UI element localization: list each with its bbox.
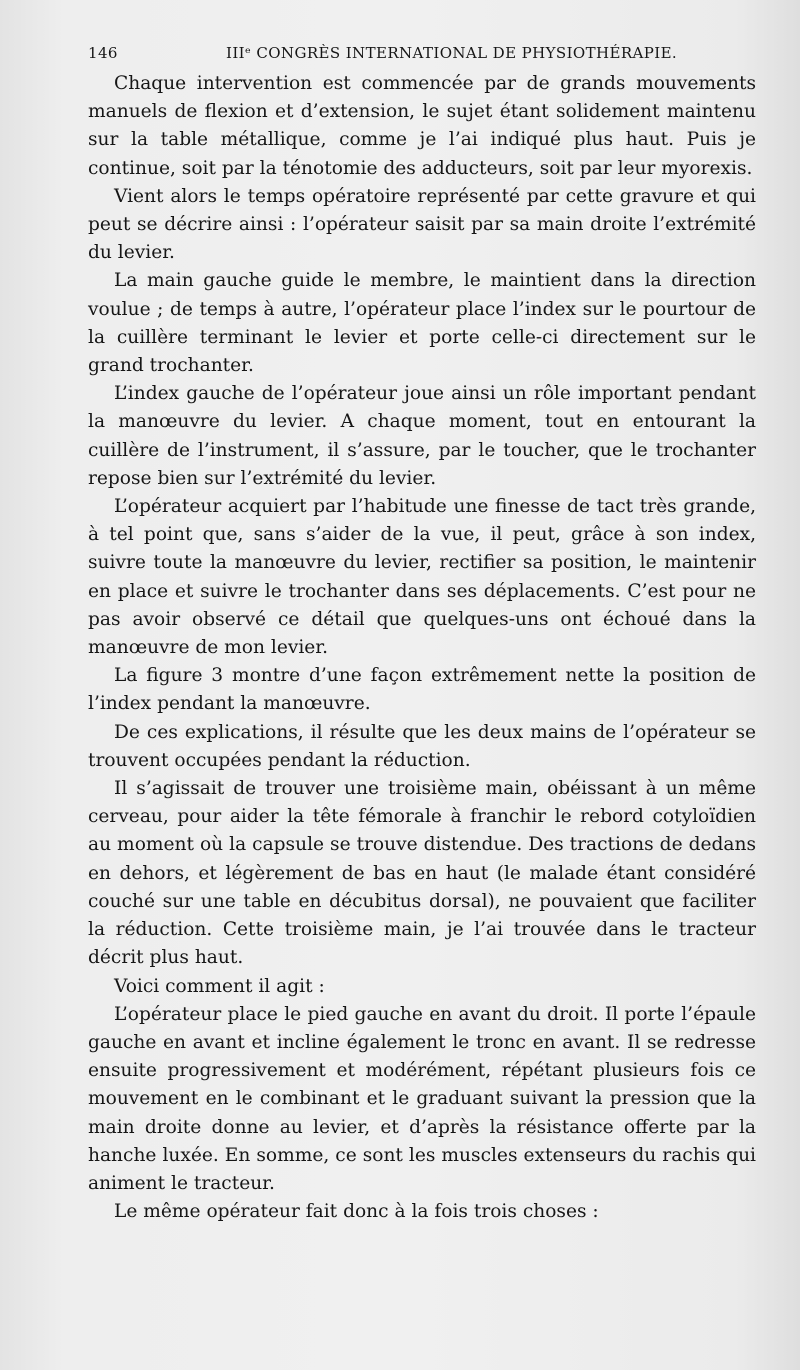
- running-title: IIIᵉ CONGRÈS INTERNATIONAL DE PHYSIOTHÉRAPIE.: [226, 44, 678, 62]
- paragraph: De ces explications, il résulte que les deux mains de l’opérateur se trouvent occupées pendant la réduction.: [88, 721, 756, 771]
- paragraph: L’opérateur place le pied gauche en avant du droit. Il porte l’épaule gauche en avant et incline également le tronc en avant. Il se redresse ensuite progressivement et modérément, répétant plusieurs fois ce mouvement en le combinant et le graduant suivant la pression que la main droite donne au levier, et d’après la résistance offerte par la hanche luxée. En somme, ce sont les muscles extenseurs du rachis qui animent le tracteur.: [88, 1003, 756, 1194]
- paragraph: Il s’agissait de trouver une troisième main, obéissant à un même cerveau, pour aider la tête fémorale à franchir le rebord cotyloïdien au moment où la capsule se trouve distendue. Des tractions de dedans en dehors, et légèrement de bas en haut (le malade étant considéré couché sur une table en décubitus dorsal), ne pouvaient que faciliter la réduction. Cette troisième main, je l’ai trouvée dans le tracteur décrit plus haut.: [88, 778, 756, 969]
- paragraph: Voici comment il agit :: [114, 975, 325, 997]
- paragraph: Chaque intervention est commencée par de grands mouvements manuels de flexion et d’extension, le sujet étant solidement maintenu sur la table métallique, comme je l’ai indiqué plus haut. Puis je continue, soit par la ténotomie des adducteurs, soit par leur myorexis.: [88, 73, 756, 179]
- body-text: [88, 70, 756, 1226]
- paragraph: L’opérateur acquiert par l’habitude une finesse de tact très grande, à tel point que, sans s’aider de la vue, il peut, grâce à son index, suivre toute la manœuvre du levier, rectifier sa position, le maintenir en place et suivre le trochanter dans ses déplacements. C’est pour ne pas avoir observé ce détail que quelques-uns ont échoué dans la manœuvre de mon levier.: [88, 496, 756, 659]
- paragraph: La figure 3 montre d’une façon extrêmement nette la position de l’index pendant la manœuvre.: [88, 665, 756, 715]
- paragraph: L’index gauche de l’opérateur joue ainsi un rôle important pendant la manœuvre du levier. A chaque moment, tout en entourant la cuillère de l’instrument, il s’assure, par le toucher, que le trochanter repose bien sur l’extrémité du levier.: [88, 383, 756, 489]
- page-header: [88, 44, 758, 68]
- paragraph: Le même opérateur fait donc à la fois trois choses :: [114, 1201, 599, 1223]
- paragraph: La main gauche guide le membre, le maintient dans la direction voulue ; de temps à autre, l’opérateur place l’index sur le pourtour de la cuillère terminant le levier et porte celle-ci directement sur le grand trochanter.: [88, 270, 756, 377]
- page-number: 146: [88, 44, 118, 62]
- paragraph: Vient alors le temps opératoire représenté par cette gravure et qui peut se décrire ainsi : l’opérateur saisit par sa main droite l’extrémité du levier.: [88, 185, 756, 264]
